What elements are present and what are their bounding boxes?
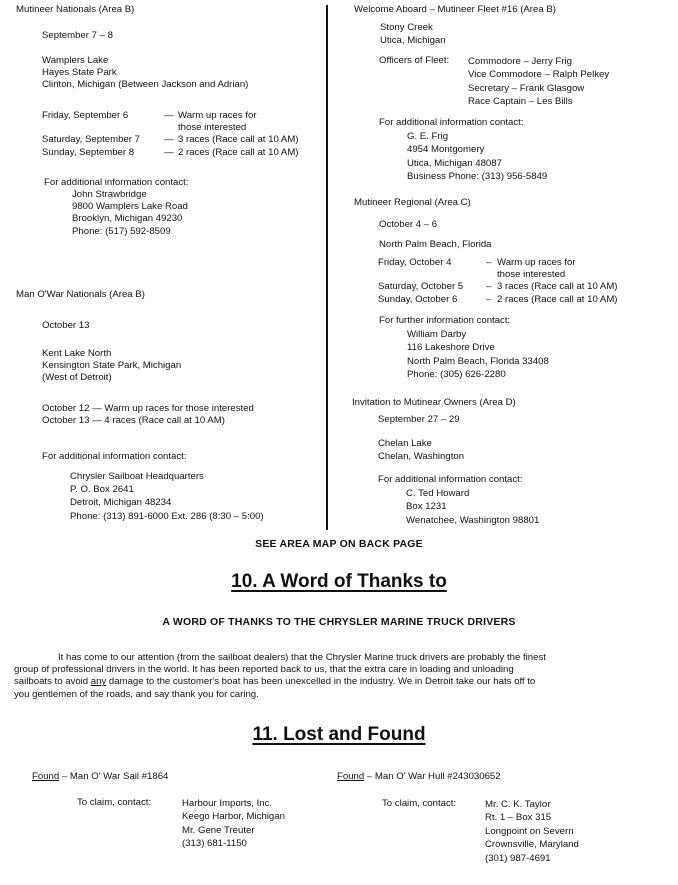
schedule-event: 2 races (Race call at 10 AM)	[178, 146, 299, 158]
schedule-row	[378, 269, 618, 281]
contact-line: Crownsville, Maryland	[485, 839, 579, 851]
found-label: Found	[32, 771, 60, 782]
contact-block	[407, 130, 547, 184]
schedule-row	[42, 122, 299, 134]
schedule-dash: —	[164, 134, 174, 146]
event-location	[42, 55, 248, 92]
schedule-event: those interested	[497, 269, 566, 281]
schedule-dash: —	[164, 110, 174, 121]
schedule-event: Warm up races for	[178, 110, 257, 121]
event-schedule	[42, 110, 299, 159]
thanks-paragraph	[14, 652, 674, 701]
claim-contact	[182, 797, 285, 851]
location-line: Hayes State Park	[42, 67, 117, 79]
location-line: Utica, Michigan	[380, 35, 446, 47]
contact-line: William Darby	[407, 329, 467, 340]
column-divider	[326, 5, 328, 530]
underlined-word: any	[90, 676, 107, 688]
fleet-location	[380, 21, 446, 47]
event-schedule	[378, 257, 618, 306]
schedule-row	[378, 294, 618, 306]
schedule-dash: —	[164, 146, 174, 158]
location-line: Clinton, Michigan (Between Jackson and Adrian)	[42, 79, 249, 91]
paragraph-line: group of professional drivers in the world. It has been reported back to us, that the extra care in loading and unloading	[14, 664, 514, 676]
claim-label: To claim, contact:	[382, 798, 457, 809]
section-title: Man O'War Nationals (Area B)	[16, 289, 145, 300]
section-heading: 10. A Word of Thanks to	[231, 571, 447, 592]
event-location	[378, 437, 464, 464]
contact-line: 9800 Wamplers Lake Road	[72, 201, 188, 213]
schedule-row	[378, 281, 618, 293]
location-line: (West of Detroit)	[42, 372, 112, 384]
officer-line: Secretary – Frank Glasgow	[468, 82, 585, 94]
officer-line: Commodore – Jerry Frig	[468, 56, 572, 67]
area-map-note: SEE AREA MAP ON BACK PAGE	[255, 538, 423, 550]
schedule-event: Warm up races for	[497, 257, 576, 268]
contact-line: Mr. C. K. Taylor	[485, 799, 551, 810]
section-title: Welcome Aboard – Mutineer Fleet #16 (Area B)	[354, 4, 556, 15]
contact-line: Brooklyn, Michigan 49230	[72, 213, 183, 225]
contact-line: Harbour Imports, Inc.	[182, 798, 273, 809]
schedule-dash: –	[486, 281, 492, 293]
schedule-row	[378, 257, 618, 269]
contact-block	[406, 487, 539, 527]
schedule-event: 3 races (Race call at 10 AM)	[178, 134, 299, 146]
contact-line: Wenatchee, Washington 98801	[406, 514, 540, 526]
contact-line: Phone: (517) 592-8509	[72, 225, 171, 237]
schedule-row	[42, 134, 299, 146]
contact-line: North Palm Beach, Florida 33408	[407, 355, 549, 367]
event-dates: September 7 – 8	[42, 30, 113, 41]
contact-line: Mr. Gene Treuter	[182, 824, 255, 836]
location-line: Kensington State Park, Michigan	[42, 360, 182, 372]
event-dates: September 27 – 29	[378, 414, 460, 425]
contact-label: For further information contact:	[379, 315, 511, 326]
contact-label: For additional information contact:	[379, 117, 524, 128]
text-run: damage to the customer's boat has been unexcelled in the industry. We in Detroit take our hats off to	[106, 676, 536, 688]
section-heading: 11. Lost and Found	[252, 724, 426, 745]
schedule-day: Saturday, September 7	[42, 134, 140, 146]
contact-line: Chrysler Sailboat Headquarters	[70, 471, 204, 482]
contact-line: Keego Harbor, Michigan	[182, 811, 285, 823]
contact-line: G. E. Frig	[407, 131, 449, 142]
contact-label: For additional information contact:	[44, 177, 189, 188]
contact-label: For additional information contact:	[42, 451, 187, 462]
schedule-day: Friday, September 6	[42, 110, 129, 121]
officer-line: Race Captain – Les Bills	[468, 96, 573, 108]
contact-line: Box 1231	[406, 501, 447, 513]
found-line	[337, 771, 501, 783]
schedule-day: Sunday, October 6	[378, 293, 458, 305]
paragraph-line: It has come to our attention (from the sailboat dealers) that the Chrysler Marine truck drivers are probably the finest	[58, 652, 546, 663]
schedule-row: October 13 — 4 races (Race call at 10 AM)	[42, 415, 225, 427]
officer-line: Vice Commodore – Ralph Pelkey	[468, 69, 610, 81]
schedule-event: those interested	[178, 122, 247, 134]
contact-line: Utica, Michigan 48087	[407, 157, 502, 169]
section-title: Mutineer Nationals (Area B)	[16, 4, 135, 15]
schedule-day: Saturday, October 5	[378, 281, 464, 293]
contact-line: Detroit, Michigan 48234	[70, 497, 172, 509]
officers-list	[468, 55, 609, 109]
found-label: Found	[337, 771, 365, 782]
schedule-day: Friday, October 4	[378, 257, 452, 268]
contact-line: John Strawbridge	[72, 189, 147, 200]
found-item-desc: – Man O' War Sail #1864	[59, 771, 169, 782]
contact-label: For additional information contact:	[378, 474, 523, 485]
contact-line: Phone: (313) 891-6000 Ext. 286 (8:30 – 5:00)	[70, 510, 264, 522]
contact-line: 116 Lakeshore Drive	[407, 342, 495, 354]
schedule-row	[42, 110, 299, 122]
section-title: Mutineer Regional (Area C)	[354, 197, 471, 208]
contact-line: Rt. 1 – Box 315	[485, 812, 552, 824]
text-run: sailboats to avoid	[14, 676, 91, 688]
paragraph-line	[14, 676, 674, 688]
location-line: Stony Creek	[380, 22, 433, 33]
contact-block	[70, 470, 264, 523]
location-line: Kent Lake North	[42, 348, 112, 359]
contact-block	[72, 189, 188, 238]
schedule-event: 2 races (Race call at 10 AM)	[497, 293, 618, 305]
schedule-event: 3 races (Race call at 10 AM)	[497, 281, 618, 293]
event-dates: October 4 – 6	[379, 219, 438, 230]
contact-block	[407, 328, 549, 382]
contact-line: 4954 Montgomery	[407, 144, 485, 156]
found-line	[32, 771, 168, 783]
event-location	[42, 348, 181, 385]
schedule-row: October 12 — Warm up races for those interested	[42, 403, 254, 414]
found-item-desc: – Man O' War Hull #243030652	[364, 771, 501, 782]
location-line: Wamplers Lake	[42, 55, 109, 66]
claim-contact	[485, 798, 579, 865]
contact-line: (301) 987-4691	[485, 852, 551, 864]
schedule-row	[42, 147, 299, 159]
location-line: Chelan, Washington	[378, 451, 465, 463]
contact-line: P. O. Box 2641	[70, 484, 134, 496]
event-schedule	[42, 403, 254, 427]
claim-label: To claim, contact:	[77, 797, 152, 808]
section-subheading: A WORD OF THANKS TO THE CHRYSLER MARINE TRUCK DRIVERS	[162, 616, 516, 628]
section-title: Invitation to Mutinear Owners (Area D)	[352, 397, 516, 408]
location-line: Chelan Lake	[378, 438, 432, 449]
contact-line: Phone: (305) 626-2280	[407, 369, 506, 381]
event-location: North Palm Beach, Florida	[379, 239, 492, 250]
contact-line: Business Phone: (313) 956-5849	[407, 171, 548, 183]
event-dates: October 13	[42, 320, 90, 331]
officers-label: Officers of Fleet:	[379, 55, 450, 66]
schedule-dash: –	[486, 257, 492, 268]
paragraph-line: you gentlemen of the roads, and say thank you for caring.	[14, 688, 259, 700]
contact-line: Longpoint on Severn	[485, 825, 574, 837]
schedule-dash: –	[486, 293, 492, 305]
contact-line: (313) 681-1150	[182, 838, 247, 850]
schedule-day: Sunday, September 8	[42, 146, 135, 158]
contact-line: C. Ted Howard	[406, 488, 470, 499]
